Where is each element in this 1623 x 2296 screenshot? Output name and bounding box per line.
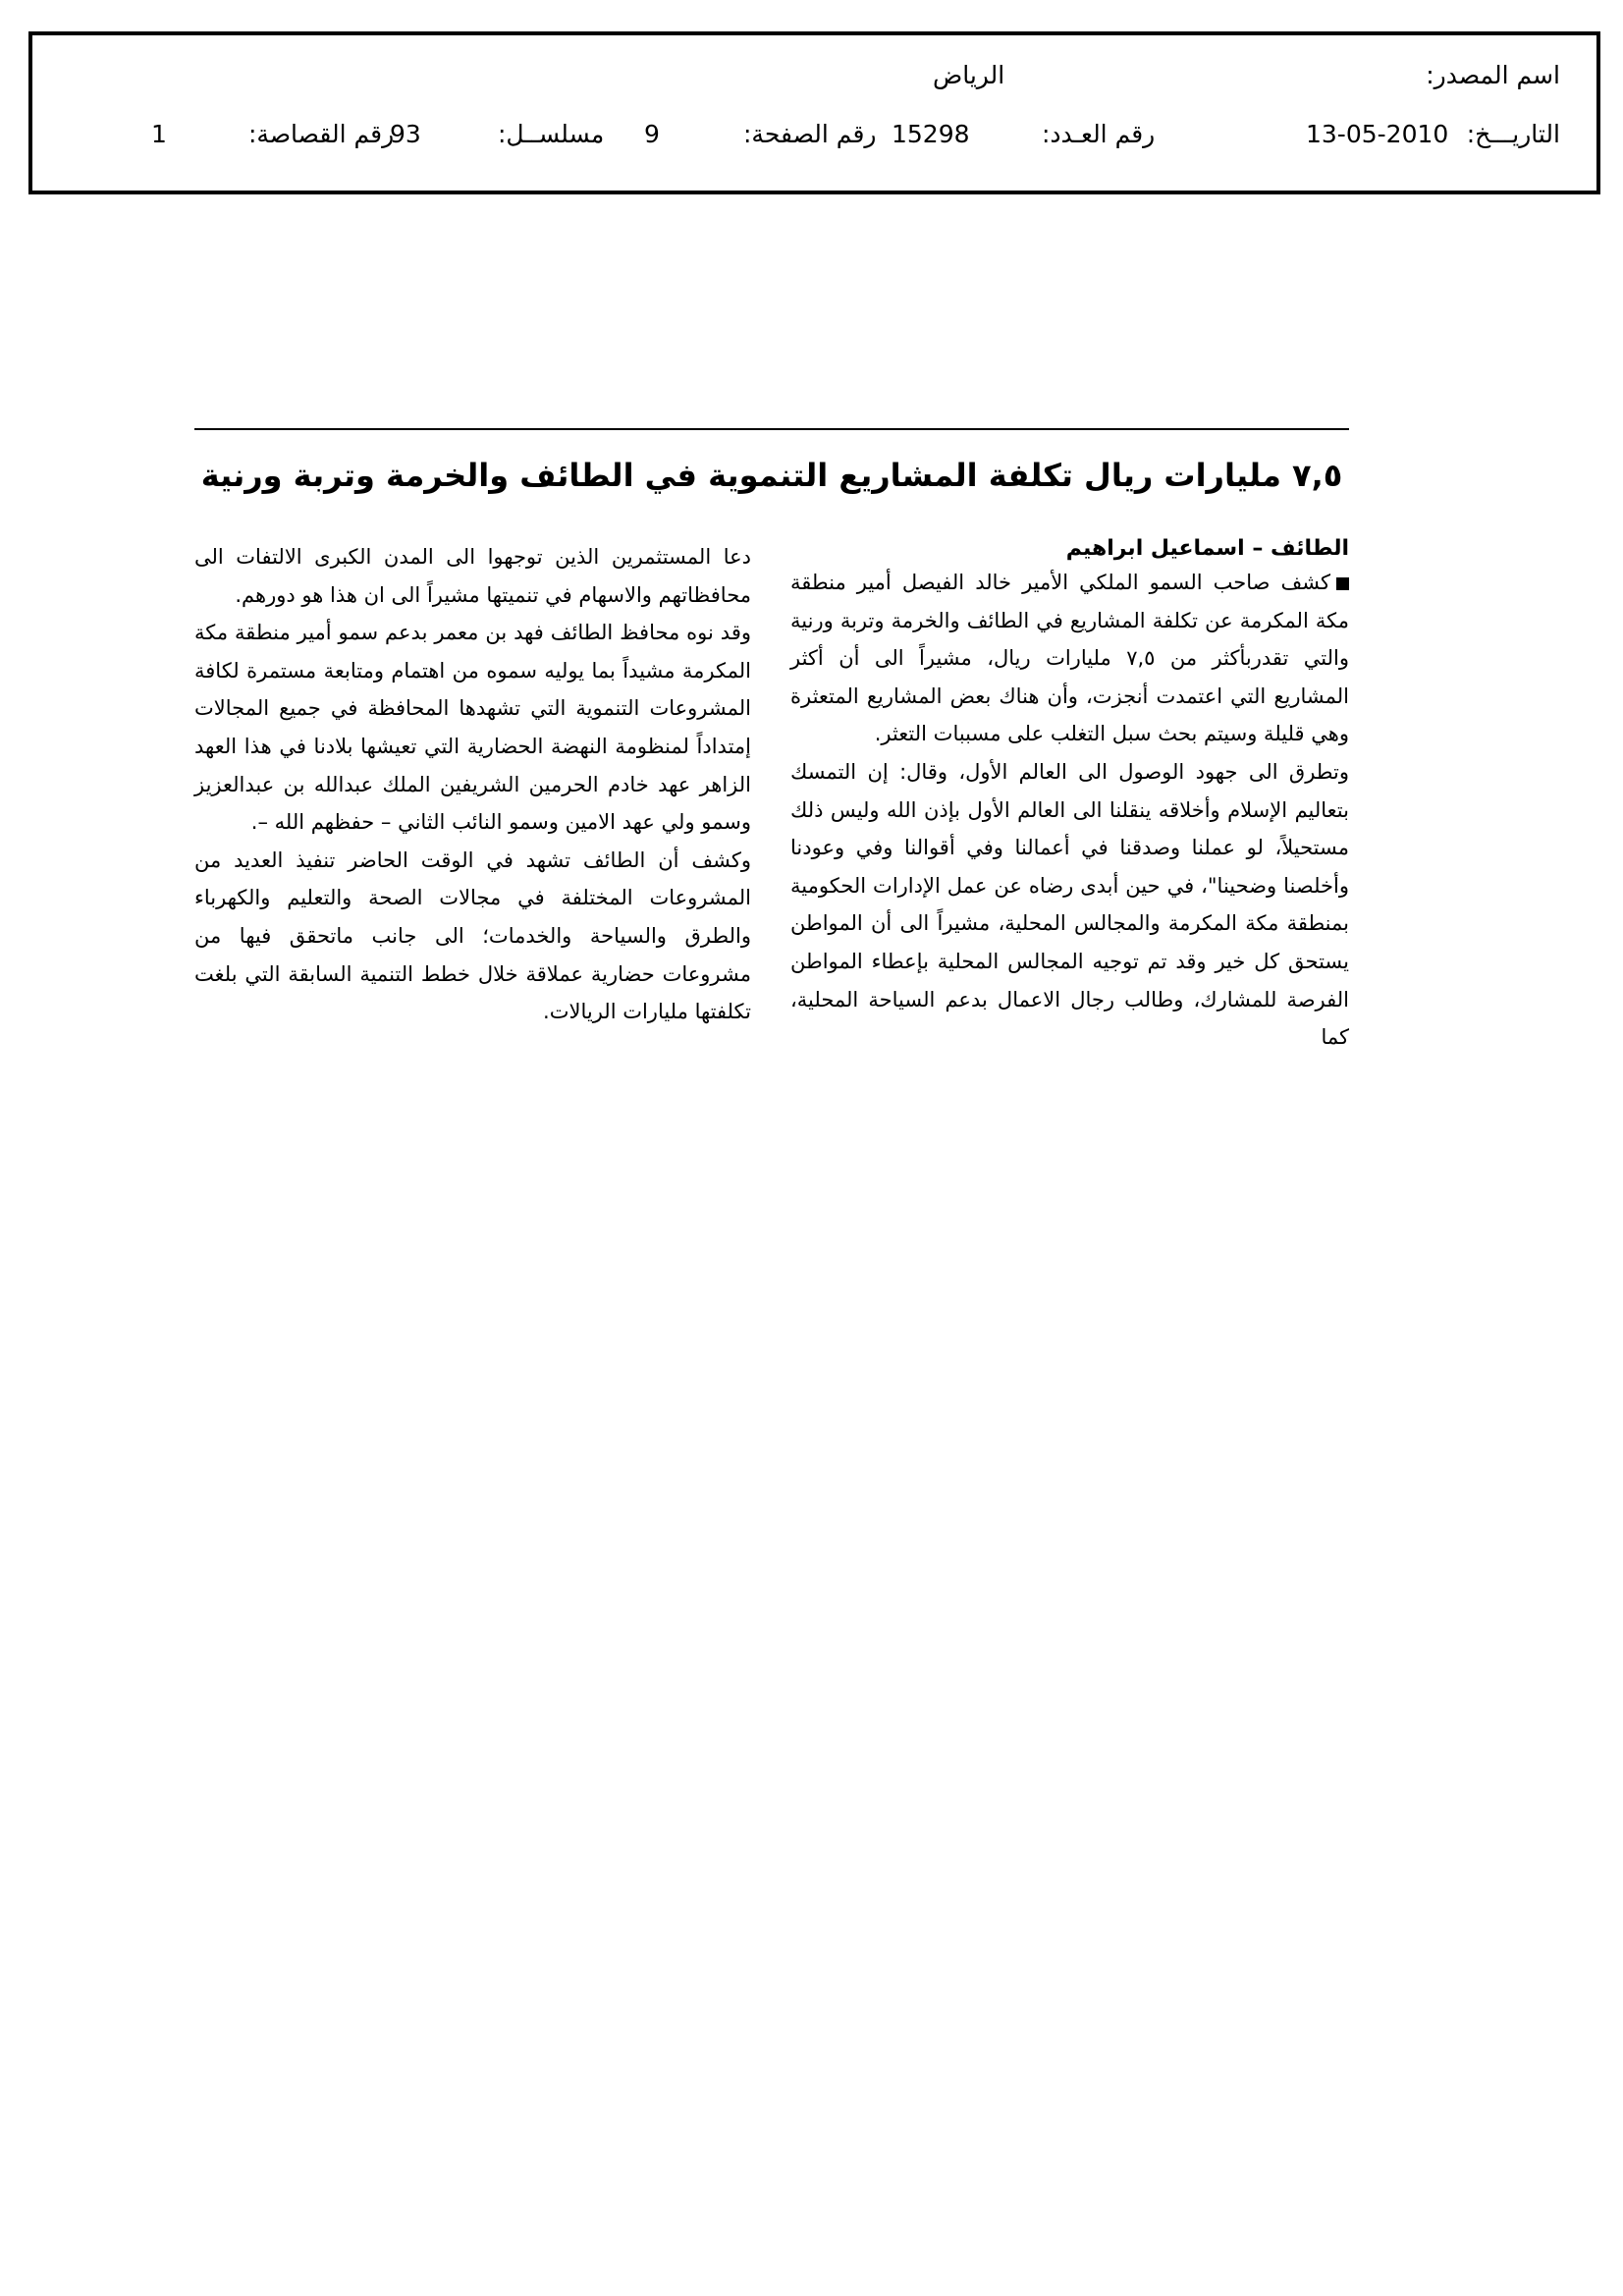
- article-paragraph: كشف صاحب السمو الملكي الأمير خالد الفيصل أمير منطقة مكة المكرمة عن تكلفة المشاريع في الطائف والخرمة وتربة ورنية والتي تقدربأكثر من ٧,٥ مليارات ريال، مشيراً الى أن أكثر المشاريع التي اعتمدت أنجزت، وأن هناك بعض المشاريع المتعثرة وهي قليلة وسيتم بحث سبل التغلب على مسببات التعثر.: [790, 571, 1349, 746]
- page-value: 9: [644, 120, 660, 148]
- bullet-square-icon: [1336, 577, 1349, 590]
- article-byline: الطائف – اسماعيل ابراهيم: [1065, 536, 1349, 561]
- issue-label: رقم العـدد:: [1042, 120, 1156, 148]
- article-paragraph: وقد نوه محافظ الطائف فهد بن معمر بدعم سمو أمير منطقة مكة المكرمة مشيداً بما يوليه سموه من اهتمام ومتابعة مستمرة لكافة المشروعات التنموية التي تشهدها المحافظة في جميع المجالات إمتداداً لمنظومة النهضة الحضارية التي تعيشها بلادنا في هذا العهد الزاهر عهد خادم الحرمين الشريفين الملك عبدالله بن عبدالعزيز وسمو ولي عهد الامين وسمو النائب الثاني – حفظهم الله –.: [194, 621, 751, 835]
- date-value: 13-05-2010: [1306, 120, 1449, 148]
- issue-value: 15298: [892, 120, 970, 148]
- article-headline: ٧,٥ مليارات ريال تكلفة المشاريع التنموية في الطائف والخرمة وتربة ورنية: [200, 457, 1343, 494]
- article-column-left: [194, 538, 751, 1031]
- clip-number-label: رقم القصاصة:: [248, 120, 395, 148]
- date-label: التاريـــخ:: [1466, 120, 1560, 148]
- clipping-header: [28, 31, 1600, 194]
- source-value: الرياض: [933, 61, 1005, 89]
- article-paragraph: وكشف أن الطائف تشهد في الوقت الحاضر تنفيذ العديد من المشروعات المختلفة في مجالات الصحة والتعليم والكهرباء والطرق والسياحة والخدمات؛ الى جانب ماتحقق فيها من مشروعات حضارية عملاقة خلال خطط التنمية السابقة التي بلغت تكلفتها مليارات الريالات.: [194, 847, 751, 1024]
- clip-number-value: 1: [151, 120, 167, 148]
- article-column-right: [790, 564, 1349, 1057]
- source-label: اسم المصدر:: [1426, 61, 1560, 89]
- page-label: رقم الصفحة:: [743, 120, 877, 148]
- serial-value: 93: [390, 120, 421, 148]
- article-paragraph: وتطرق الى جهود الوصول الى العالم الأول، وقال: إن التمسك بتعاليم الإسلام وأخلاقه ينقلنا الى العالم الأول بإذن الله وليس ذلك مستحيلاً، لو عملنا وصدقنا في أعمالنا وفي أقوالنا وفي وعودنا وأخلصنا وضحينا"، في حين أبدى رضاه عن عمل الإدارات الحكومية بمنطقة مكة المكرمة والمجالس المحلية، مشيراً الى أن المواطن يستحق كل خير وقد تم توجيه المجالس المحلية بإعطاء المواطن الفرصة للمشارك، وطالب رجال الاعمال بدعم السياحة المحلية، كما: [790, 759, 1349, 1050]
- article-paragraph: دعا المستثمرين الذين توجهوا الى المدن الكبرى الالتفات الى محافظاتهم والاسهام في تنميتها مشيراً الى ان هذا هو دورهم.: [194, 545, 751, 607]
- headline-rule: [194, 428, 1349, 430]
- serial-label: مسلســل:: [498, 120, 605, 148]
